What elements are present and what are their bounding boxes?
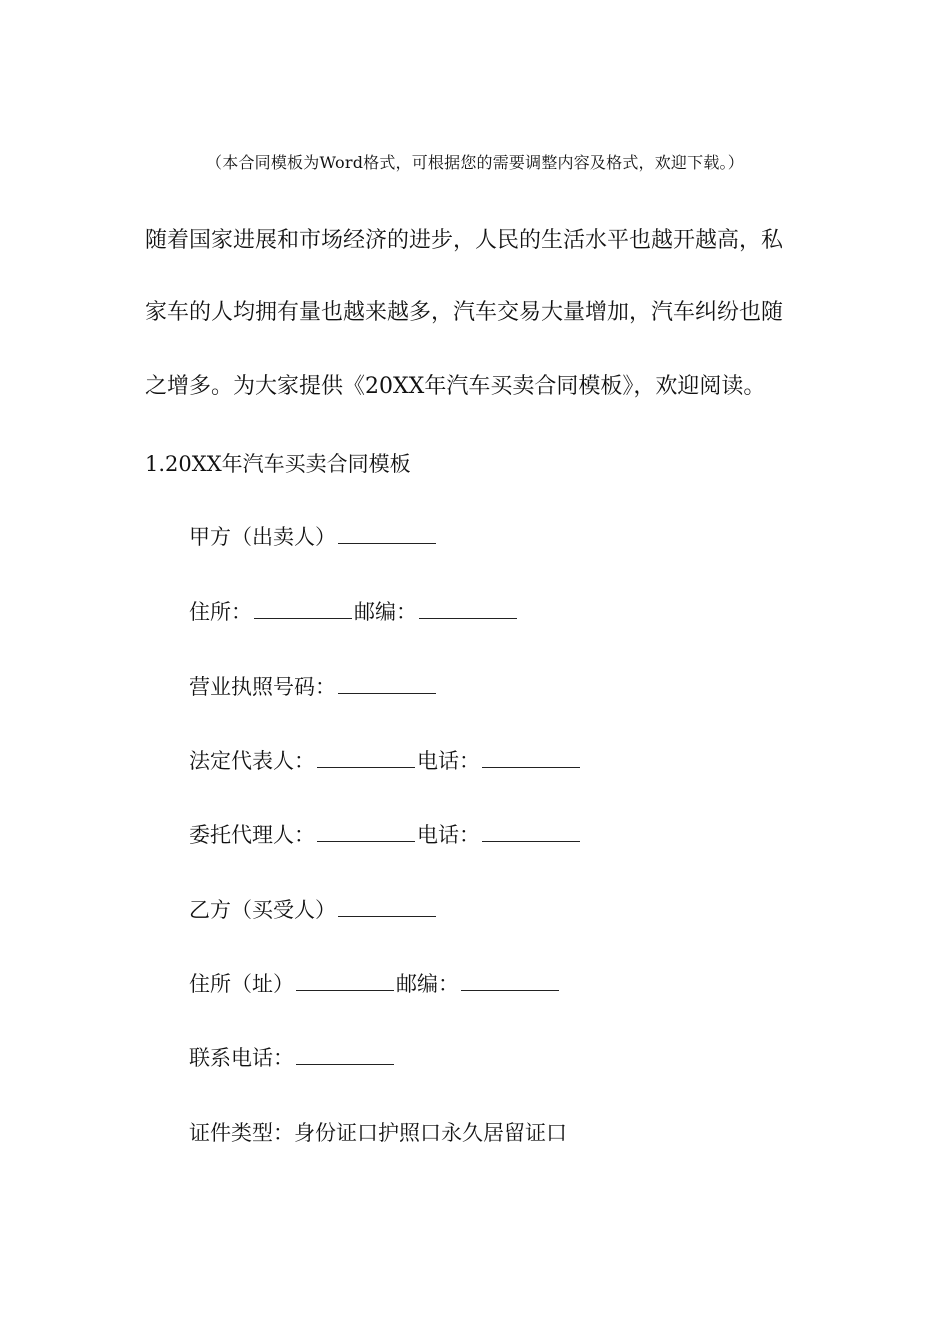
legal-rep-label: 法定代表人：	[189, 749, 315, 773]
contact-phone-row	[189, 1043, 396, 1073]
seller-blank	[338, 523, 436, 544]
buyer-blank	[338, 896, 436, 917]
license-label: 营业执照号码：	[189, 675, 336, 699]
legal-rep-row	[189, 746, 582, 776]
contact-phone-blank	[296, 1044, 394, 1065]
contact-phone-label: 联系电话：	[189, 1046, 294, 1070]
buyer-address-label: 住所（址）	[189, 972, 294, 996]
buyer-postcode-blank	[461, 970, 559, 991]
template-note: （本合同模板为Word格式，可根据您的需要调整内容及格式，欢迎下载。）	[206, 153, 744, 172]
legal-rep-phone-blank	[482, 747, 580, 768]
seller-postcode-blank	[419, 598, 517, 619]
agent-phone-label: 电话：	[417, 823, 480, 847]
id-type-row	[189, 1118, 567, 1148]
section-heading: 1.20XX年汽车买卖合同模板	[145, 452, 411, 476]
seller-postcode-label: 邮编：	[354, 600, 417, 624]
seller-address-row	[189, 597, 519, 627]
buyer-address-blank	[296, 970, 394, 991]
intro-line-1: 随着国家进展和市场经济的进步，人民的生活水平也越开越高，私	[145, 228, 784, 253]
id-type-label: 证件类型：身份证口护照口永久居留证口	[189, 1121, 567, 1145]
buyer-postcode-label: 邮编：	[396, 972, 459, 996]
legal-rep-blank	[317, 747, 415, 768]
seller-address-label: 住所：	[189, 600, 252, 624]
license-blank	[338, 673, 436, 694]
legal-rep-phone-label: 电话：	[417, 749, 480, 773]
agent-phone-blank	[482, 821, 580, 842]
intro-line-2: 家车的人均拥有量也越来越多，汽车交易大量增加，汽车纠纷也随	[145, 300, 784, 325]
agent-row	[189, 820, 582, 850]
buyer-label: 乙方（买受人）	[189, 898, 336, 922]
seller-row	[189, 522, 438, 552]
seller-address-blank	[254, 598, 352, 619]
agent-blank	[317, 821, 415, 842]
agent-label: 委托代理人：	[189, 823, 315, 847]
buyer-address-row	[189, 969, 561, 999]
seller-label: 甲方（出卖人）	[189, 525, 336, 549]
intro-line-3: 之增多。为大家提供《20XX年汽车买卖合同模板》，欢迎阅读。	[145, 374, 766, 399]
buyer-row	[189, 895, 438, 925]
license-row	[189, 672, 438, 702]
